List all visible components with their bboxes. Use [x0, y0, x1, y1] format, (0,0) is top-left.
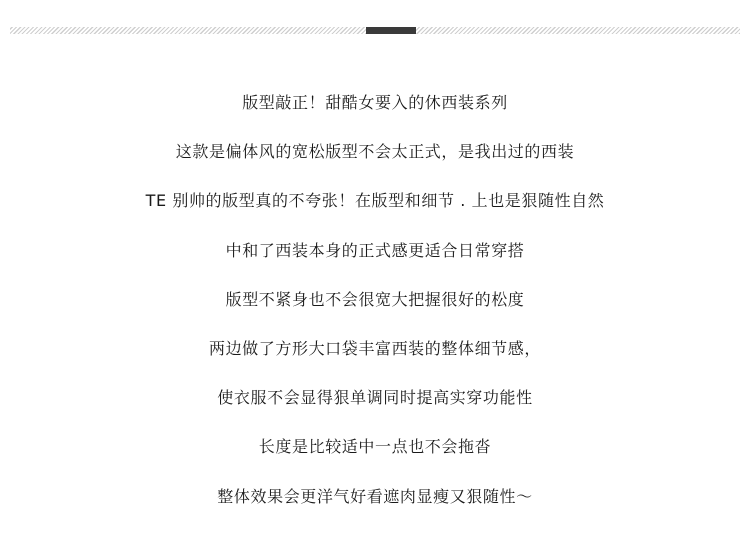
description-line-4: 中和了西装本身的正式感更适合日常穿搭 [225, 240, 525, 260]
description-line-1: 版型敲正！甜酷女要入的休西装系列 [242, 93, 508, 112]
product-description [0, 88, 750, 531]
description-line-5: 版型不紧身也不会很宽大把握很好的松度 [225, 289, 525, 309]
description-line-7: 使衣服不会显得狠单调同时提高实穿功能性 [217, 388, 533, 408]
description-line-6: 两边做了方形大口袋丰富西装的整体细节感， [208, 338, 541, 358]
divider-accent-bar [366, 27, 416, 34]
description-line-3: TE 别帅的版型真的不夸张！在版型和细节 . 上也是狠随性自然 [145, 191, 605, 211]
description-line-2: 这款是偏体风的宽松版型不会太正式，是我出过的西装 [175, 142, 575, 162]
description-line-8: 长度是比较适中一点也不会拖沓 [258, 437, 492, 457]
description-line-9: 整体效果会更洋气好看遮肉显瘦又狠随性～ [217, 486, 533, 506]
